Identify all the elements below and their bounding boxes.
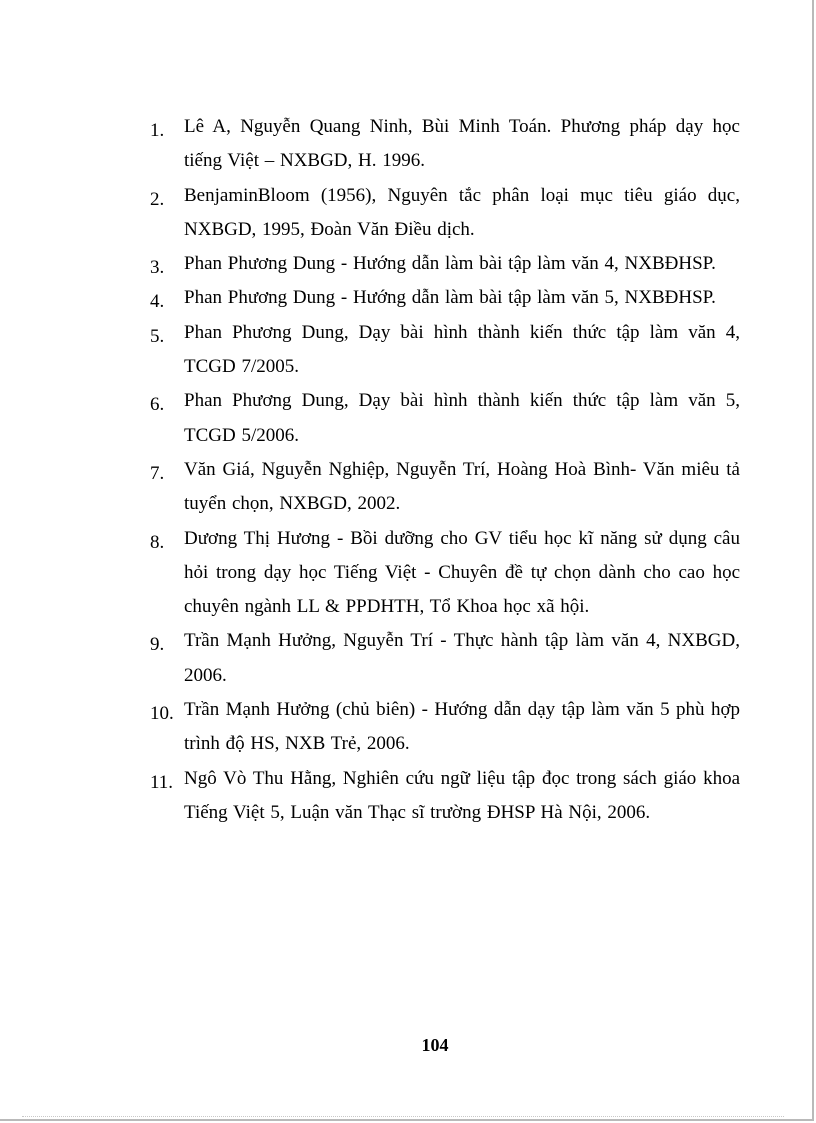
reference-text: Ngô Vò Thu Hằng, Nghiên cứu ngữ liệu tập đọc trong sách giáo khoa Tiếng Việt 5, Luận văn Thạc sĩ trường ĐHSP Hà Nội, 2006.	[184, 767, 740, 823]
reference-number: 3.	[150, 257, 165, 279]
reference-item	[150, 693, 740, 762]
reference-number: 8.	[150, 531, 165, 553]
reference-text: Phan Phương Dung, Dạy bài hình thành kiến thức tập làm văn 5, TCGD 5/2006.	[184, 390, 740, 446]
reference-text: Trần Mạnh Hưởng (chủ biên) - Hướng dẫn dạy tập làm văn 5 phù hợp trình độ HS, NXB Trẻ, 2006.	[184, 699, 740, 755]
reference-item	[150, 316, 740, 385]
reference-number: 2.	[150, 188, 165, 210]
page-number: 104	[421, 1035, 449, 1055]
reference-number: 4.	[150, 291, 165, 313]
reference-text: BenjaminBloom (1956), Nguyên tắc phân loại mục tiêu giáo dục, NXBGD, 1995, Đoàn Văn Điều dịch.	[184, 184, 740, 240]
reference-text: Phan Phương Dung - Hướng dẫn làm bài tập làm văn 5, NXBĐHSP.	[184, 287, 716, 309]
reference-text: Phan Phương Dung, Dạy bài hình thành kiến thức tập làm văn 4, TCGD 7/2005.	[184, 321, 740, 378]
reference-list	[150, 110, 740, 830]
reference-number: 1.	[150, 120, 165, 141]
reference-item	[150, 522, 740, 625]
reference-item	[150, 179, 740, 248]
reference-number: 5.	[150, 325, 165, 347]
reference-item	[150, 281, 740, 315]
reference-text: Phan Phương Dung - Hướng dẫn làm bài tập làm văn 4, NXBĐHSP.	[184, 253, 716, 275]
reference-text: Trần Mạnh Hưởng, Nguyễn Trí - Thực hành tập làm văn 4, NXBGD, 2006.	[184, 630, 740, 686]
reference-item	[150, 384, 740, 453]
reference-number: 9.	[150, 634, 165, 656]
reference-item	[150, 624, 740, 693]
reference-number: 6.	[150, 394, 165, 416]
reference-item	[150, 110, 740, 179]
reference-item	[150, 453, 740, 522]
reference-number: 11.	[150, 771, 174, 793]
reference-number: 7.	[150, 462, 165, 484]
reference-text: Lê A, Nguyễn Quang Ninh, Bùi Minh Toán. Phương pháp dạy học tiếng Việt – NXBGD, H. 1996.	[184, 116, 740, 172]
reference-text: Văn Giá, Nguyễn Nghiệp, Nguyễn Trí, Hoàng Hoà Bình- Văn miêu tả tuyển chọn, NXBGD, 2002.	[184, 458, 740, 515]
reference-item	[150, 762, 740, 831]
reference-number: 10.	[150, 703, 174, 725]
reference-item	[150, 247, 740, 281]
reference-text: Dương Thị Hương - Bồi dưỡng cho GV tiểu học kĩ năng sử dụng câu hỏi trong dạy học Tiếng Việt - Chuyên đề tự chọn dành cho cao học chuyên ngành LL & PPDHTH, Tổ Khoa học xã hội.	[184, 527, 740, 618]
